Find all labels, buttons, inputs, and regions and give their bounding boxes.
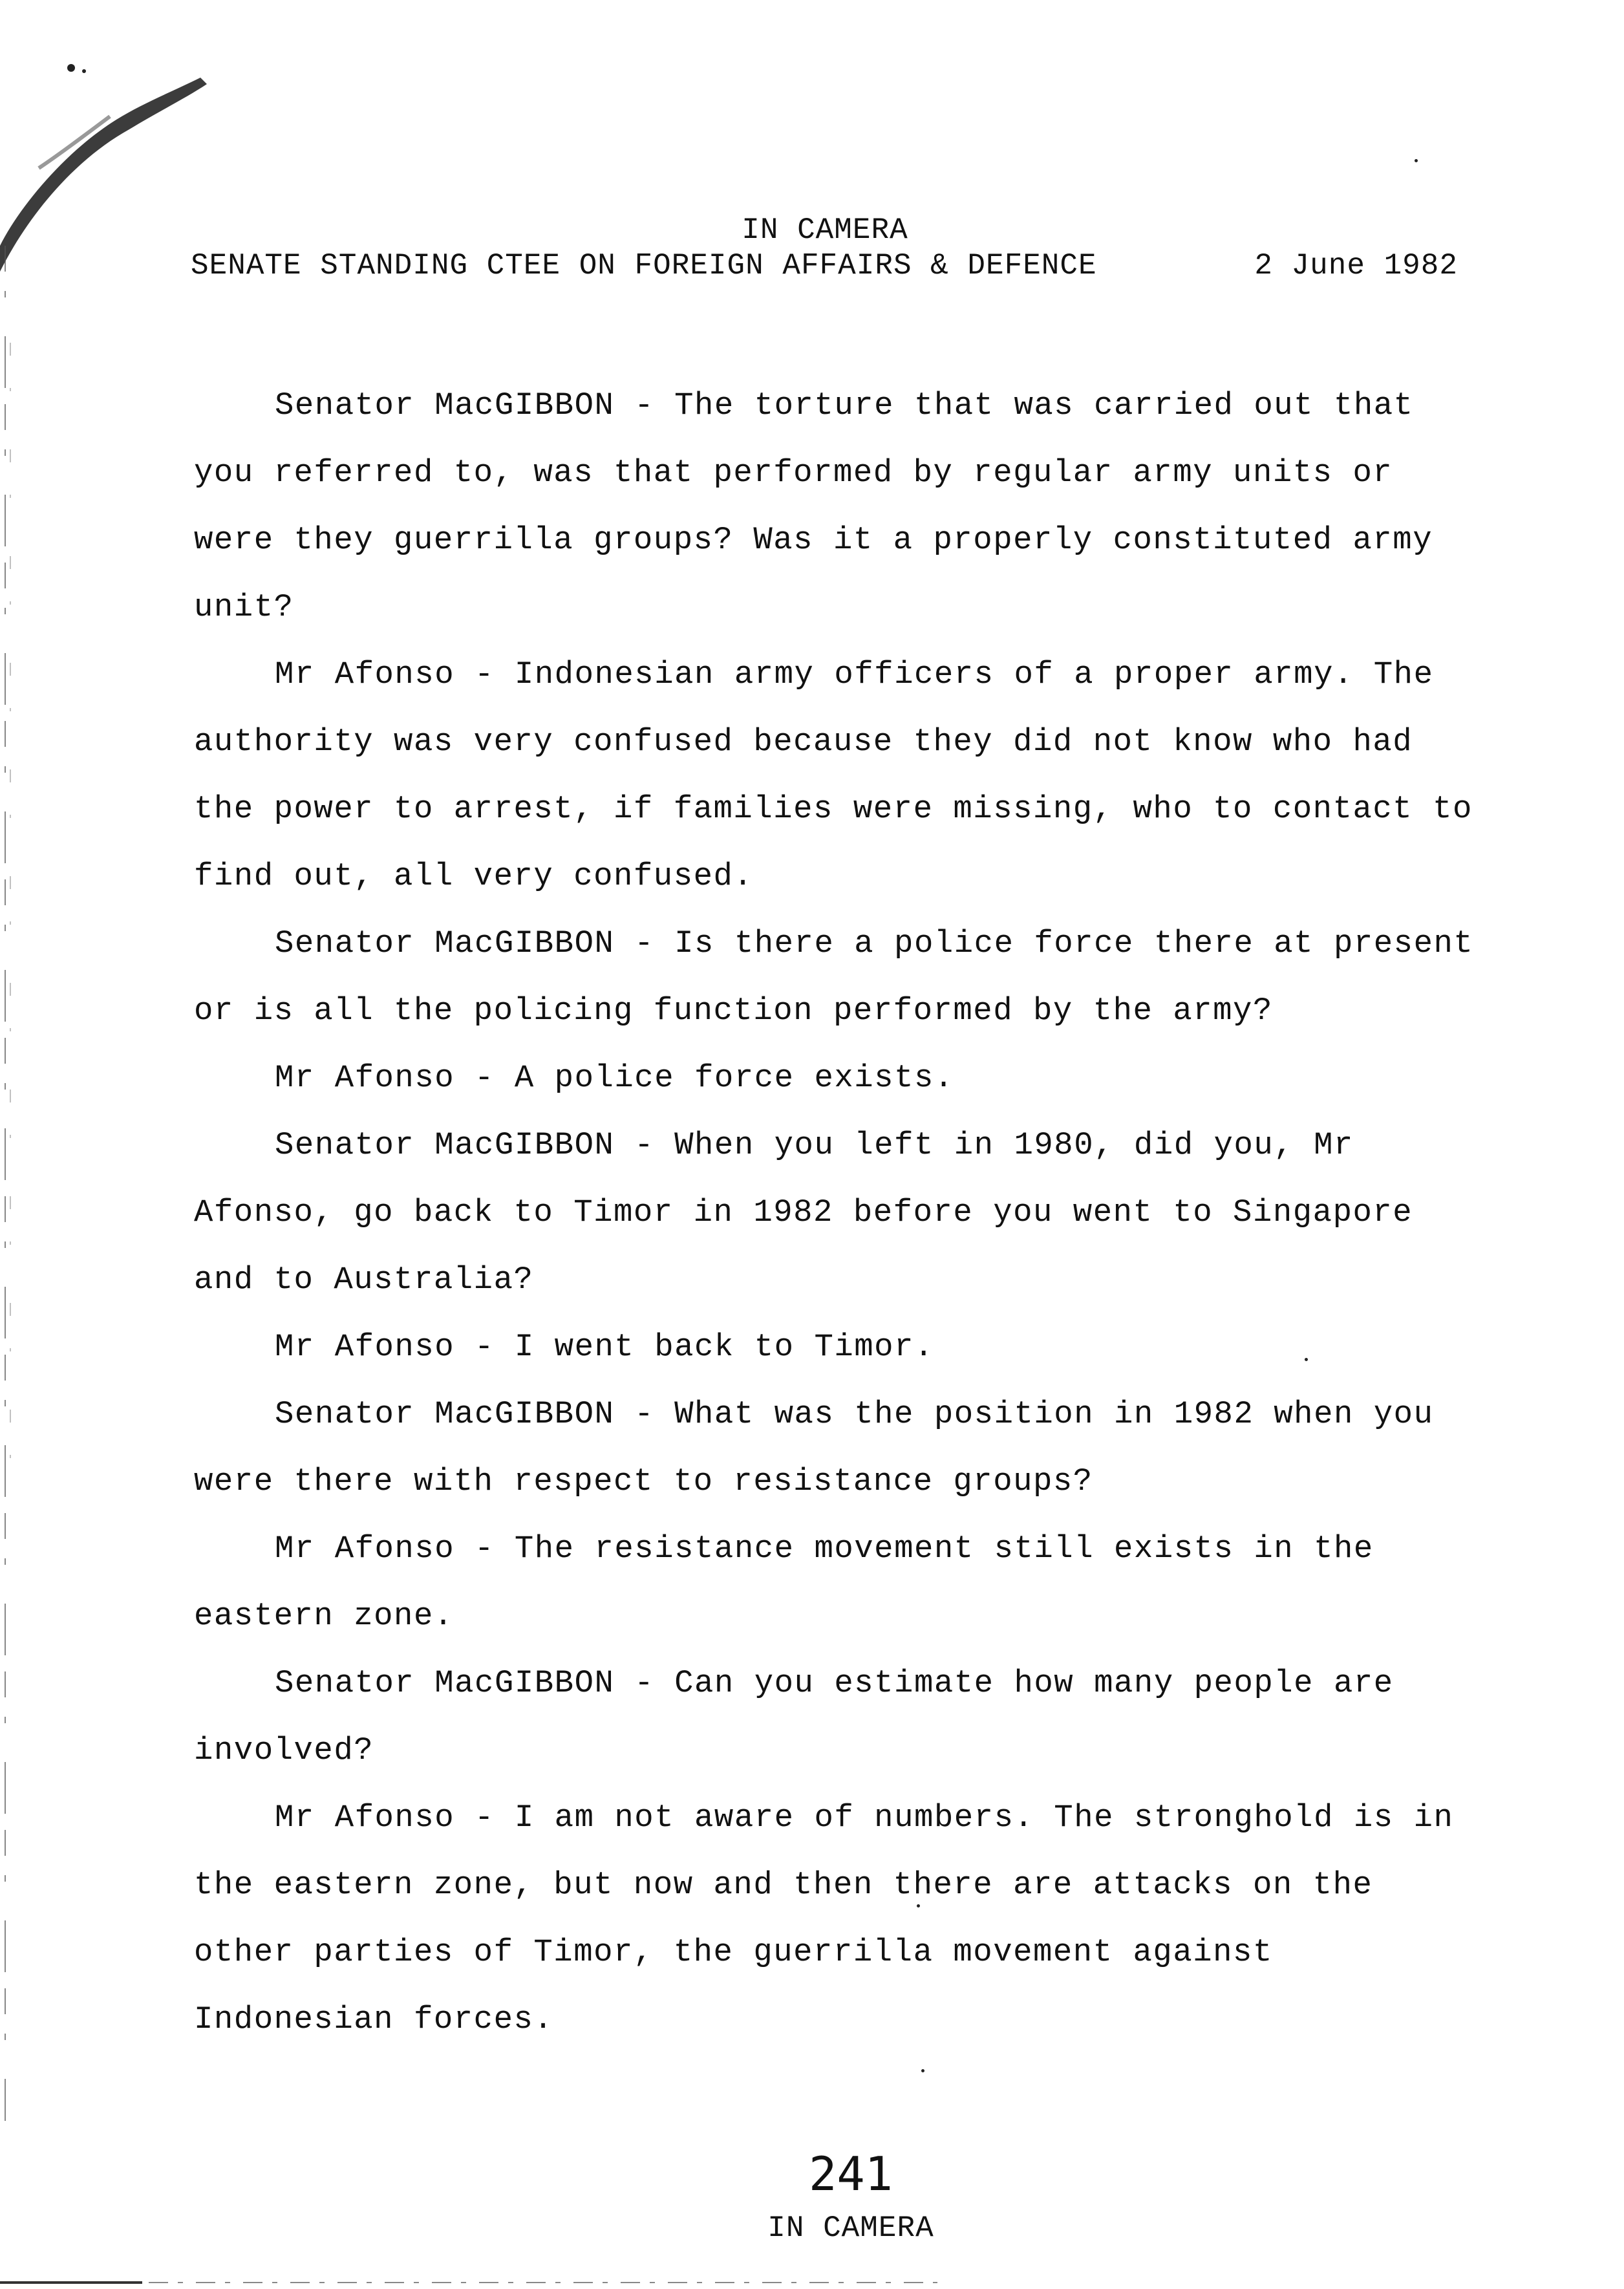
statement-text: A police force exists.: [514, 1060, 954, 1096]
speaker-name: Senator MacGIBBON: [275, 925, 615, 962]
transcript-paragraph: [194, 910, 1480, 1044]
speaker-name: Senator MacGIBBON: [275, 1665, 615, 1701]
speaker-separator: -: [614, 925, 675, 962]
statement-text: The torture that was carried out that you referred to, was that performed by regular army units or were they guerrilla groups? Was it a properly constituted army unit?: [194, 387, 1433, 625]
scan-speck: [921, 2069, 924, 2072]
speaker-separator: -: [614, 1396, 675, 1432]
speaker-separator: -: [614, 1665, 675, 1701]
scan-left-edge-marks: [0, 246, 19, 2121]
scan-bottom-edge-marks: [0, 2263, 970, 2289]
speaker-name: Mr Afonso: [275, 1800, 455, 1836]
transcript-paragraph: [194, 1044, 1480, 1112]
statement-text: When you left in 1980, did you, Mr Afonso, go back to Timor in 1982 before you went to Singapore and to Australia?: [194, 1127, 1413, 1298]
speaker-separator: -: [614, 1127, 675, 1163]
speaker-name: Mr Afonso: [275, 1060, 455, 1096]
statement-text: I went back to Timor.: [514, 1329, 934, 1365]
transcript-paragraph: [194, 372, 1480, 641]
statement-text: Can you estimate how many people are involved?: [194, 1665, 1394, 1768]
transcript-paragraph: [194, 1381, 1480, 1515]
page-number: 241: [808, 2147, 893, 2201]
speaker-separator: -: [454, 1531, 515, 1567]
speaker-separator: -: [614, 387, 675, 424]
speaker-separator: -: [454, 656, 515, 693]
footer-classification: IN CAMERA: [767, 2211, 934, 2245]
committee-name: SENATE STANDING CTEE ON FOREIGN AFFAIRS & DEFENCE: [191, 249, 1097, 283]
transcript-paragraph: [194, 1112, 1480, 1313]
speaker-separator: -: [454, 1329, 515, 1365]
header-committee-line: [191, 249, 1458, 283]
speaker-name: Mr Afonso: [275, 1329, 455, 1365]
transcript-paragraph: [194, 641, 1480, 910]
speaker-name: Senator MacGIBBON: [275, 1127, 615, 1163]
header-classification: IN CAMERA: [742, 213, 908, 247]
transcript-paragraph: [194, 1313, 1480, 1381]
speaker-name: Mr Afonso: [275, 656, 455, 693]
hearing-date: 2 June 1982: [1254, 249, 1458, 283]
statement-text: What was the position in 1982 when you were there with respect to resistance groups?: [194, 1396, 1434, 1499]
statement-text: Indonesian army officers of a proper army. The authority was very confused because they did not know who had the power to arrest, if families were missing, who to contact to find out, all very confused.: [194, 656, 1473, 894]
speaker-name: Senator MacGIBBON: [275, 1396, 615, 1432]
transcript-paragraph: [194, 1650, 1480, 1784]
transcript-paragraph: [194, 1784, 1480, 2053]
statement-text: The resistance movement still exists in the eastern zone.: [194, 1531, 1374, 1634]
scan-speck: [1415, 159, 1418, 162]
scan-smudge-mark: [0, 39, 220, 310]
transcript-body: [194, 372, 1480, 2053]
statement-text: Is there a police force there at present or is all the policing function performed by the army?: [194, 925, 1474, 1029]
transcript-paragraph: [194, 1515, 1480, 1650]
speaker-separator: -: [454, 1800, 515, 1836]
speaker-name: Mr Afonso: [275, 1531, 455, 1567]
speaker-separator: -: [454, 1060, 515, 1096]
speaker-name: Senator MacGIBBON: [275, 387, 615, 424]
statement-text: I am not aware of numbers. The stronghold is in the eastern zone, but now and then there are attacks on the other parties of Timor, the guerrilla movement against Indonesian forces.: [194, 1800, 1454, 2037]
